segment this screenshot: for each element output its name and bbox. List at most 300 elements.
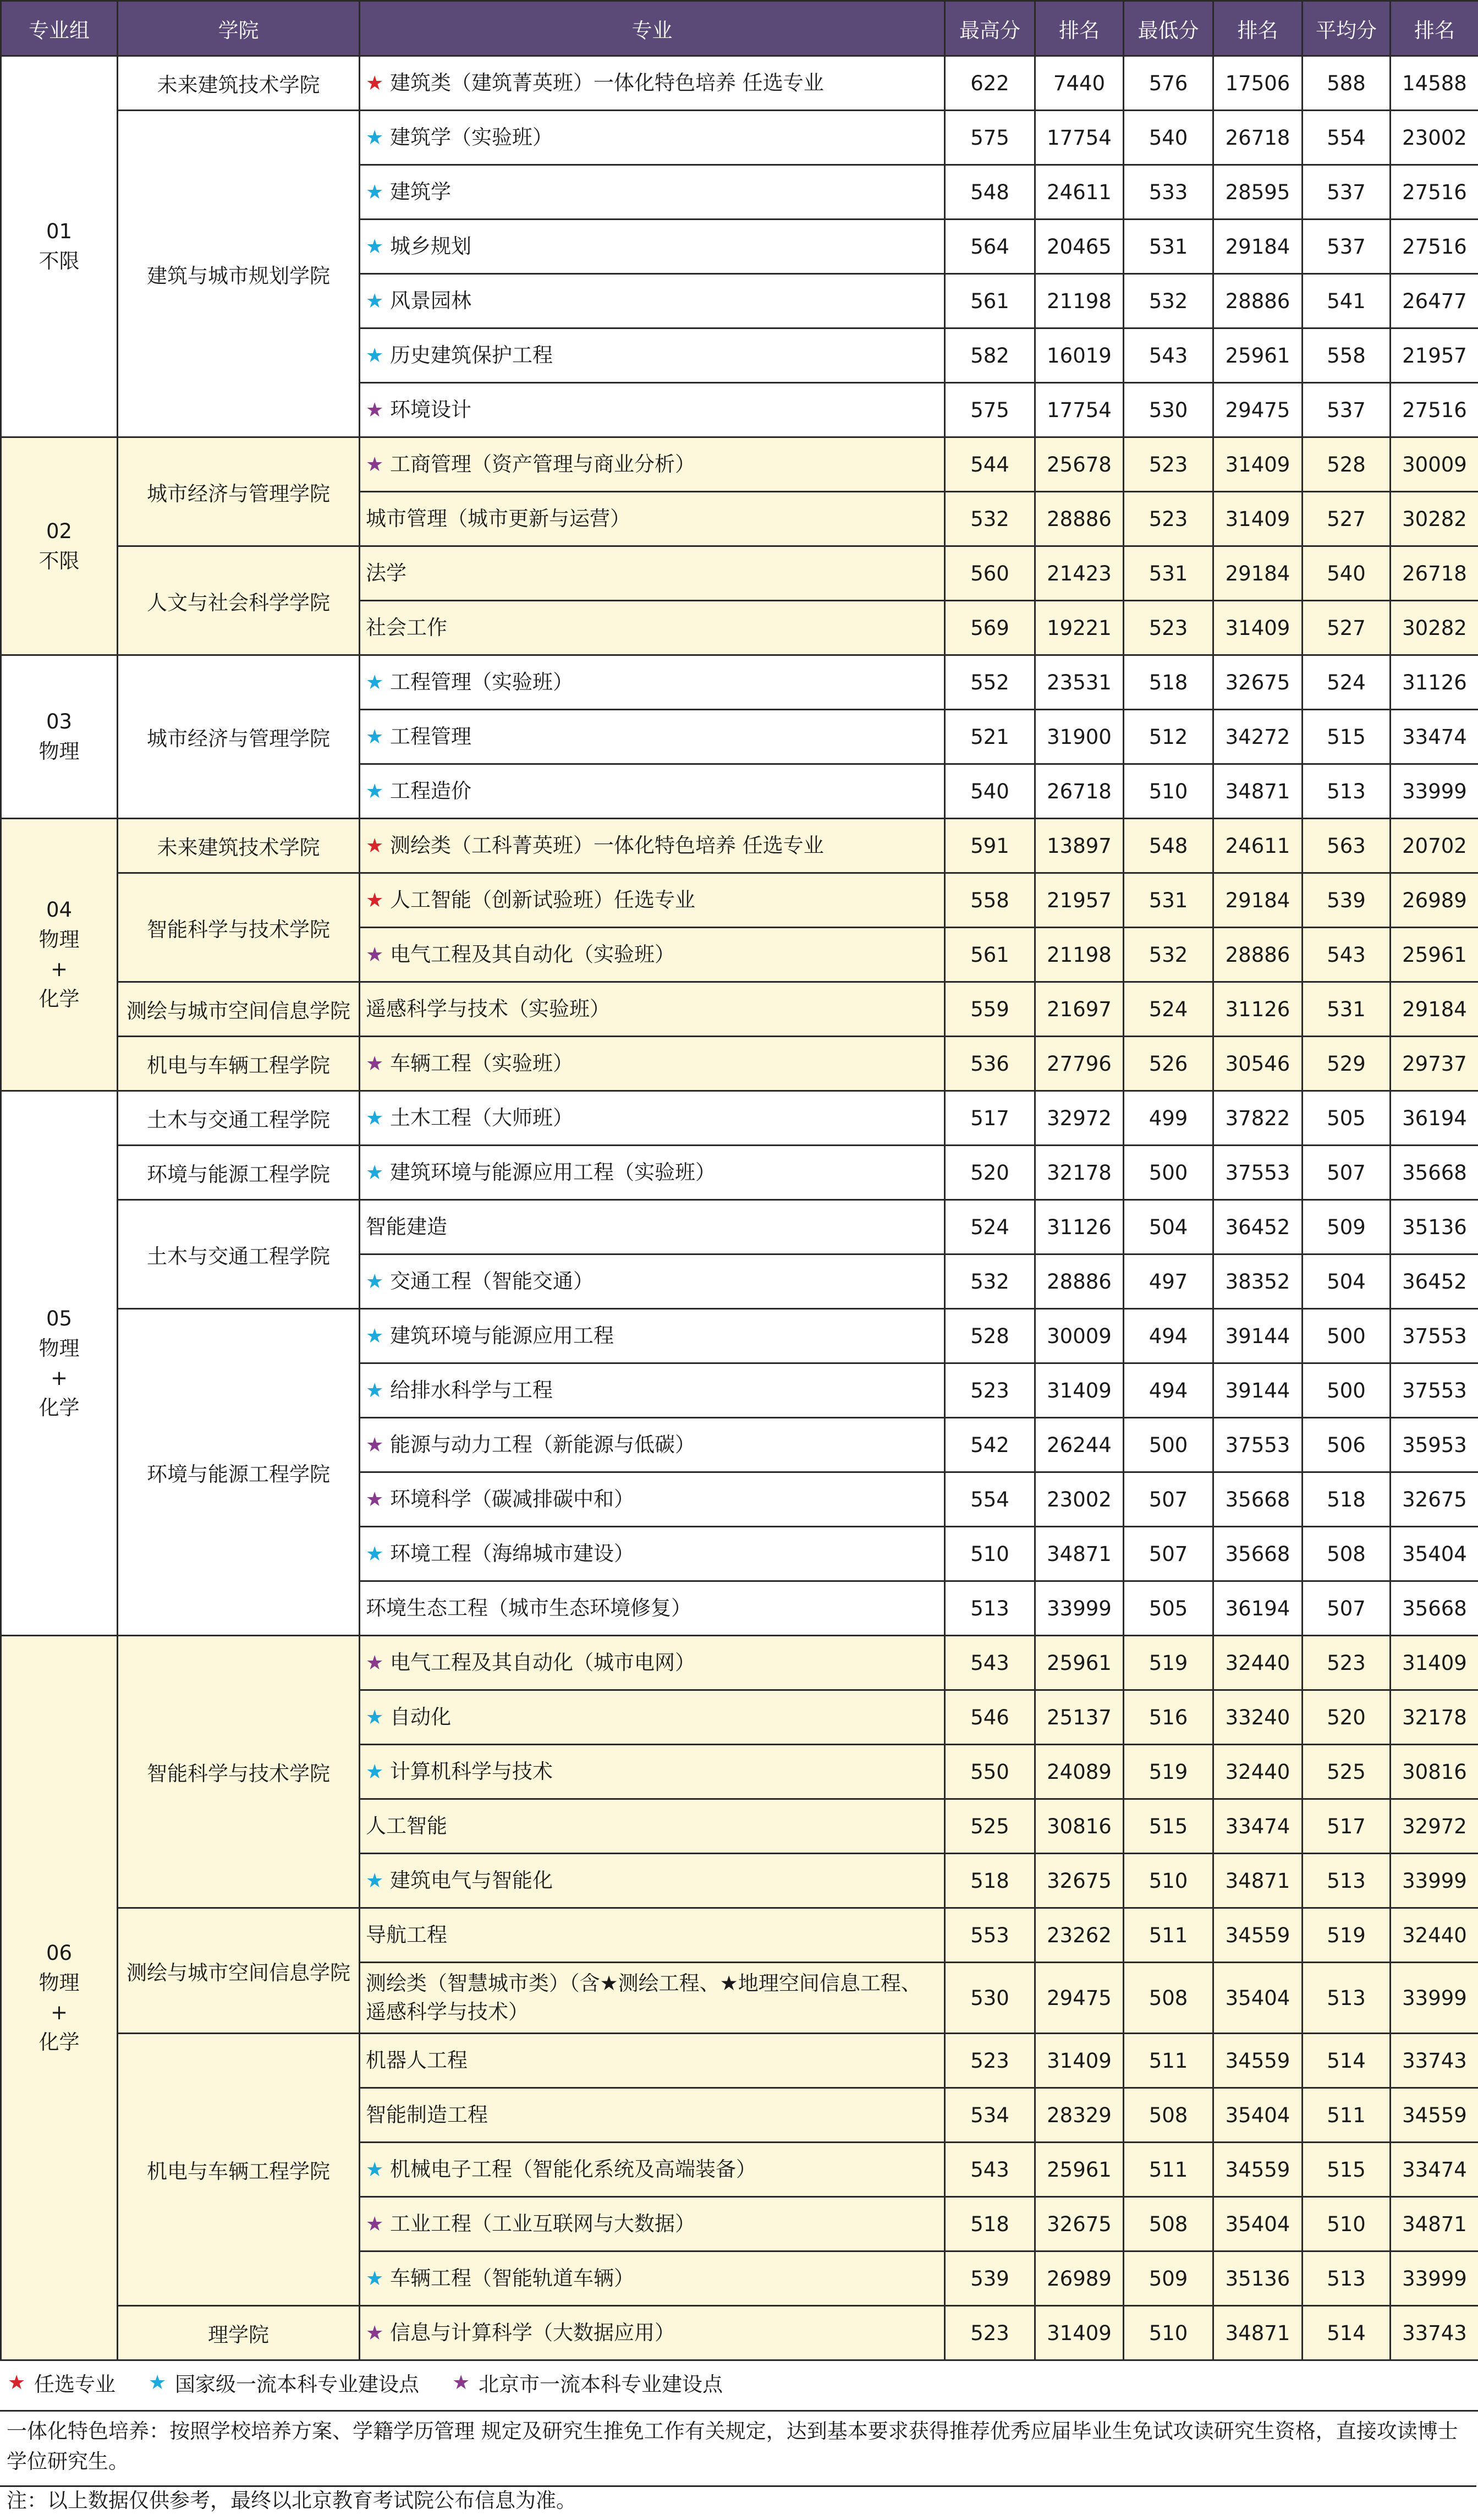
min-rank-cell: 34871 bbox=[1213, 2306, 1303, 2360]
avg-score-cell: 554 bbox=[1303, 111, 1391, 165]
major-name: 机械电子工程（智能化系统及高端装备） bbox=[390, 2157, 756, 2181]
avg-score-cell: 528 bbox=[1303, 437, 1391, 492]
note-integrated-training: 一体化特色培养：按照学校培养方案、学籍学历管理 规定及研究生推免工作有关规定，达到基本要求获得推荐优秀应届毕业生免试攻读研究生资格，直接攻读博士学位研究生。 bbox=[0, 2412, 1476, 2487]
avg-rank-cell: 30009 bbox=[1391, 437, 1478, 492]
blue-star-icon: ★ bbox=[366, 2158, 384, 2181]
min-rank-cell: 17506 bbox=[1213, 56, 1303, 111]
max-score-cell: 536 bbox=[945, 1037, 1035, 1091]
avg-rank-cell: 31126 bbox=[1391, 655, 1478, 710]
min-score-cell: 523 bbox=[1124, 601, 1213, 655]
major-cell bbox=[360, 982, 945, 1037]
avg-rank-cell: 26989 bbox=[1391, 873, 1478, 928]
max-score-cell: 575 bbox=[945, 383, 1035, 437]
min-score-cell: 504 bbox=[1124, 1200, 1213, 1254]
avg-rank-cell: 33474 bbox=[1391, 2143, 1478, 2197]
avg-rank-cell: 29737 bbox=[1391, 1037, 1478, 1091]
major-cell bbox=[360, 1963, 945, 2034]
major-name: 遥感科学与技术（实验班） bbox=[366, 997, 610, 1021]
avg-score-cell: 519 bbox=[1303, 1908, 1391, 1963]
avg-rank-cell: 35668 bbox=[1391, 1146, 1478, 1200]
min-score-cell: 532 bbox=[1124, 274, 1213, 328]
major-cell bbox=[360, 1363, 945, 1418]
major-cell bbox=[360, 2034, 945, 2088]
min-rank-cell: 28886 bbox=[1213, 928, 1303, 982]
blue-star-icon: ★ bbox=[366, 1324, 384, 1347]
max-score-cell: 534 bbox=[945, 2088, 1035, 2143]
college-cell: 理学院 bbox=[118, 2306, 360, 2360]
max-score-cell: 530 bbox=[945, 1963, 1035, 2034]
min-score-cell: 508 bbox=[1124, 1963, 1213, 2034]
legend-label: 国家级一流本科专业建设点 bbox=[175, 2373, 419, 2396]
blue-star-icon: ★ bbox=[366, 126, 384, 149]
avg-rank-cell: 34871 bbox=[1391, 2197, 1478, 2251]
avg-score-cell: 524 bbox=[1303, 655, 1391, 710]
avg-score-cell: 537 bbox=[1303, 165, 1391, 220]
group-section bbox=[1, 56, 1478, 437]
max-rank-cell: 16019 bbox=[1035, 328, 1124, 383]
purple-star-icon: ★ bbox=[366, 2321, 384, 2344]
min-rank-cell: 28595 bbox=[1213, 165, 1303, 220]
header-row bbox=[1, 1, 1478, 56]
major-name: 环境设计 bbox=[390, 397, 471, 421]
major-cell bbox=[360, 1146, 945, 1200]
min-rank-cell: 31409 bbox=[1213, 601, 1303, 655]
group-section bbox=[1, 437, 1478, 655]
major-cell bbox=[360, 1854, 945, 1908]
min-rank-cell: 30546 bbox=[1213, 1037, 1303, 1091]
max-score-cell: 518 bbox=[945, 1854, 1035, 1908]
major-cell bbox=[360, 111, 945, 165]
table-row bbox=[1, 1908, 1478, 1963]
min-score-cell: 508 bbox=[1124, 2197, 1213, 2251]
max-rank-cell: 31409 bbox=[1035, 2034, 1124, 2088]
table-row bbox=[1, 546, 1478, 601]
group-cell: 02 不限 bbox=[1, 437, 118, 655]
college-cell: 测绘与城市空间信息学院 bbox=[118, 982, 360, 1037]
major-name: 环境生态工程（城市生态环境修复） bbox=[366, 1596, 691, 1620]
min-score-cell: 524 bbox=[1124, 982, 1213, 1037]
max-score-cell: 518 bbox=[945, 2197, 1035, 2251]
max-score-cell: 622 bbox=[945, 56, 1035, 111]
blue-star-icon: ★ bbox=[366, 344, 384, 367]
avg-rank-cell: 23002 bbox=[1391, 111, 1478, 165]
min-score-cell: 531 bbox=[1124, 546, 1213, 601]
avg-rank-cell: 30816 bbox=[1391, 1745, 1478, 1799]
avg-score-cell: 510 bbox=[1303, 2197, 1391, 2251]
table-row bbox=[1, 1200, 1478, 1254]
blue-star-icon: ★ bbox=[366, 1270, 384, 1293]
avg-score-cell: 529 bbox=[1303, 1037, 1391, 1091]
max-rank-cell: 20465 bbox=[1035, 220, 1124, 274]
major-cell bbox=[360, 274, 945, 328]
min-rank-cell: 34559 bbox=[1213, 2143, 1303, 2197]
max-score-cell: 542 bbox=[945, 1418, 1035, 1472]
header-college: 学院 bbox=[118, 1, 360, 56]
min-rank-cell: 32675 bbox=[1213, 655, 1303, 710]
major-name: 城市管理（城市更新与运营） bbox=[366, 507, 630, 530]
purple-star-icon: ★ bbox=[366, 453, 384, 476]
purple-star-icon: ★ bbox=[366, 1433, 384, 1456]
table-row bbox=[1, 873, 1478, 928]
avg-score-cell: 506 bbox=[1303, 1418, 1391, 1472]
major-name: 环境工程（海绵城市建设） bbox=[390, 1541, 634, 1565]
avg-rank-cell: 32440 bbox=[1391, 1908, 1478, 1963]
avg-rank-cell: 26477 bbox=[1391, 274, 1478, 328]
avg-score-cell: 527 bbox=[1303, 601, 1391, 655]
blue-star-icon: ★ bbox=[366, 1760, 384, 1783]
min-rank-cell: 35136 bbox=[1213, 2251, 1303, 2306]
min-score-cell: 510 bbox=[1124, 1854, 1213, 1908]
avg-score-cell: 508 bbox=[1303, 1527, 1391, 1581]
table-row bbox=[1, 819, 1478, 873]
min-score-cell: 494 bbox=[1124, 1309, 1213, 1363]
avg-score-cell: 525 bbox=[1303, 1745, 1391, 1799]
max-rank-cell: 31900 bbox=[1035, 710, 1124, 764]
table-row bbox=[1, 1309, 1478, 1363]
major-cell bbox=[360, 1908, 945, 1963]
college-cell: 测绘与城市空间信息学院 bbox=[118, 1908, 360, 2034]
college-cell: 未来建筑技术学院 bbox=[118, 819, 360, 873]
major-cell bbox=[360, 328, 945, 383]
major-name: 车辆工程（智能轨道车辆） bbox=[390, 2266, 634, 2290]
avg-rank-cell: 26718 bbox=[1391, 546, 1478, 601]
avg-score-cell: 507 bbox=[1303, 1146, 1391, 1200]
purple-star-icon: ★ bbox=[366, 943, 384, 966]
max-rank-cell: 25961 bbox=[1035, 2143, 1124, 2197]
avg-rank-cell: 27516 bbox=[1391, 165, 1478, 220]
avg-rank-cell: 34559 bbox=[1391, 2088, 1478, 2143]
max-score-cell: 523 bbox=[945, 2306, 1035, 2360]
max-score-cell: 559 bbox=[945, 982, 1035, 1037]
red-star-icon: ★ bbox=[366, 834, 384, 857]
table-row bbox=[1, 1146, 1478, 1200]
avg-score-cell: 513 bbox=[1303, 1854, 1391, 1908]
avg-rank-cell: 32675 bbox=[1391, 1472, 1478, 1527]
min-score-cell: 500 bbox=[1124, 1418, 1213, 1472]
avg-score-cell: 558 bbox=[1303, 328, 1391, 383]
max-score-cell: 539 bbox=[945, 2251, 1035, 2306]
table-row bbox=[1, 437, 1478, 492]
table-row bbox=[1, 1037, 1478, 1091]
header-max-rank: 排名 bbox=[1035, 1, 1124, 56]
major-name: 工程管理 bbox=[390, 724, 471, 748]
avg-rank-cell: 14588 bbox=[1391, 56, 1478, 111]
college-cell: 土木与交通工程学院 bbox=[118, 1091, 360, 1146]
major-name: 导航工程 bbox=[366, 1923, 447, 1947]
major-name: 社会工作 bbox=[366, 616, 447, 639]
red-star-icon: ★ bbox=[8, 2371, 26, 2394]
avg-score-cell: 540 bbox=[1303, 546, 1391, 601]
college-cell: 机电与车辆工程学院 bbox=[118, 2034, 360, 2306]
min-score-cell: 519 bbox=[1124, 1745, 1213, 1799]
avg-score-cell: 515 bbox=[1303, 710, 1391, 764]
max-rank-cell: 21198 bbox=[1035, 928, 1124, 982]
major-cell bbox=[360, 1636, 945, 1690]
max-rank-cell: 21697 bbox=[1035, 982, 1124, 1037]
avg-rank-cell: 33999 bbox=[1391, 1963, 1478, 2034]
blue-star-icon: ★ bbox=[366, 1379, 384, 1402]
avg-rank-cell: 35953 bbox=[1391, 1418, 1478, 1472]
max-rank-cell: 23262 bbox=[1035, 1908, 1124, 1963]
blue-star-icon: ★ bbox=[366, 1106, 384, 1130]
avg-score-cell: 539 bbox=[1303, 873, 1391, 928]
min-rank-cell: 34871 bbox=[1213, 764, 1303, 819]
avg-rank-cell: 36452 bbox=[1391, 1254, 1478, 1309]
college-cell: 智能科学与技术学院 bbox=[118, 873, 360, 982]
avg-score-cell: 537 bbox=[1303, 220, 1391, 274]
purple-star-icon: ★ bbox=[366, 1488, 384, 1511]
min-rank-cell: 29475 bbox=[1213, 383, 1303, 437]
blue-star-icon: ★ bbox=[366, 289, 384, 313]
group-section bbox=[1, 1636, 1478, 2360]
purple-star-icon: ★ bbox=[366, 2212, 384, 2236]
header-max-score: 最高分 bbox=[945, 1, 1035, 56]
avg-rank-cell: 32972 bbox=[1391, 1799, 1478, 1854]
max-rank-cell: 21198 bbox=[1035, 274, 1124, 328]
max-rank-cell: 32675 bbox=[1035, 1854, 1124, 1908]
max-score-cell: 561 bbox=[945, 274, 1035, 328]
avg-score-cell: 514 bbox=[1303, 2034, 1391, 2088]
major-cell bbox=[360, 2306, 945, 2360]
max-rank-cell: 31409 bbox=[1035, 2306, 1124, 2360]
major-cell bbox=[360, 2197, 945, 2251]
header-avg-score: 平均分 bbox=[1303, 1, 1391, 56]
purple-star-icon: ★ bbox=[366, 398, 384, 421]
major-cell bbox=[360, 2088, 945, 2143]
max-score-cell: 543 bbox=[945, 2143, 1035, 2197]
table-row bbox=[1, 1636, 1478, 1690]
college-cell: 智能科学与技术学院 bbox=[118, 1636, 360, 1908]
max-score-cell: 552 bbox=[945, 655, 1035, 710]
college-cell: 环境与能源工程学院 bbox=[118, 1146, 360, 1200]
max-score-cell: 524 bbox=[945, 1200, 1035, 1254]
min-score-cell: 530 bbox=[1124, 383, 1213, 437]
major-cell bbox=[360, 1091, 945, 1146]
max-rank-cell: 30009 bbox=[1035, 1309, 1124, 1363]
min-rank-cell: 32440 bbox=[1213, 1636, 1303, 1690]
max-rank-cell: 25678 bbox=[1035, 437, 1124, 492]
min-rank-cell: 38352 bbox=[1213, 1254, 1303, 1309]
legend-label: 北京市一流本科专业建设点 bbox=[479, 2373, 723, 2396]
max-score-cell: 548 bbox=[945, 165, 1035, 220]
max-score-cell: 525 bbox=[945, 1799, 1035, 1854]
avg-rank-cell: 32178 bbox=[1391, 1690, 1478, 1745]
min-rank-cell: 35404 bbox=[1213, 1963, 1303, 2034]
max-score-cell: 532 bbox=[945, 492, 1035, 546]
min-rank-cell: 29184 bbox=[1213, 873, 1303, 928]
avg-score-cell: 507 bbox=[1303, 1581, 1391, 1636]
max-score-cell: 520 bbox=[945, 1146, 1035, 1200]
min-rank-cell: 34871 bbox=[1213, 1854, 1303, 1908]
major-name: 工程管理（实验班） bbox=[390, 670, 573, 694]
max-rank-cell: 27796 bbox=[1035, 1037, 1124, 1091]
max-rank-cell: 32178 bbox=[1035, 1146, 1124, 1200]
min-score-cell: 511 bbox=[1124, 2143, 1213, 2197]
min-rank-cell: 36452 bbox=[1213, 1200, 1303, 1254]
avg-score-cell: 531 bbox=[1303, 982, 1391, 1037]
min-rank-cell: 36194 bbox=[1213, 1581, 1303, 1636]
note-disclaimer: 注：以上数据仅供参考，最终以北京教育考试院公布信息为准。 bbox=[7, 2489, 576, 2512]
avg-rank-cell: 29184 bbox=[1391, 982, 1478, 1037]
max-rank-cell: 26989 bbox=[1035, 2251, 1124, 2306]
major-name: 智能制造工程 bbox=[366, 2103, 488, 2127]
table-row bbox=[1, 2034, 1478, 2088]
major-cell bbox=[360, 1745, 945, 1799]
max-rank-cell: 24089 bbox=[1035, 1745, 1124, 1799]
major-name: 建筑环境与能源应用工程（实验班） bbox=[390, 1160, 716, 1184]
purple-star-icon: ★ bbox=[452, 2371, 470, 2394]
avg-rank-cell: 33999 bbox=[1391, 2251, 1478, 2306]
min-score-cell: 532 bbox=[1124, 928, 1213, 982]
avg-score-cell: 500 bbox=[1303, 1363, 1391, 1418]
blue-star-icon: ★ bbox=[149, 2371, 167, 2394]
max-rank-cell: 33999 bbox=[1035, 1581, 1124, 1636]
header-major: 专业 bbox=[360, 1, 945, 56]
min-rank-cell: 37822 bbox=[1213, 1091, 1303, 1146]
max-rank-cell: 19221 bbox=[1035, 601, 1124, 655]
avg-score-cell: 511 bbox=[1303, 2088, 1391, 2143]
max-rank-cell: 23531 bbox=[1035, 655, 1124, 710]
min-score-cell: 507 bbox=[1124, 1527, 1213, 1581]
major-cell bbox=[360, 56, 945, 111]
min-rank-cell: 37553 bbox=[1213, 1418, 1303, 1472]
major-name: 车辆工程（实验班） bbox=[390, 1051, 573, 1075]
table-row bbox=[1, 2306, 1478, 2360]
avg-rank-cell: 33999 bbox=[1391, 1854, 1478, 1908]
max-rank-cell: 26718 bbox=[1035, 764, 1124, 819]
major-cell bbox=[360, 437, 945, 492]
max-score-cell: 546 bbox=[945, 1690, 1035, 1745]
avg-score-cell: 500 bbox=[1303, 1309, 1391, 1363]
header-group: 专业组 bbox=[1, 1, 118, 56]
avg-score-cell: 517 bbox=[1303, 1799, 1391, 1854]
max-rank-cell: 25137 bbox=[1035, 1690, 1124, 1745]
purple-star-icon: ★ bbox=[366, 1651, 384, 1674]
major-cell bbox=[360, 383, 945, 437]
major-cell bbox=[360, 220, 945, 274]
avg-rank-cell: 20702 bbox=[1391, 819, 1478, 873]
major-name: 计算机科学与技术 bbox=[390, 1759, 553, 1783]
major-name: 历史建筑保护工程 bbox=[390, 343, 553, 367]
max-score-cell: 591 bbox=[945, 819, 1035, 873]
max-score-cell: 575 bbox=[945, 111, 1035, 165]
group-cell: 05 物理 + 化学 bbox=[1, 1091, 118, 1636]
max-score-cell: 554 bbox=[945, 1472, 1035, 1527]
max-score-cell: 558 bbox=[945, 873, 1035, 928]
major-name: 风景园林 bbox=[390, 288, 471, 313]
min-score-cell: 526 bbox=[1124, 1037, 1213, 1091]
max-rank-cell: 30816 bbox=[1035, 1799, 1124, 1854]
college-cell: 环境与能源工程学院 bbox=[118, 1309, 360, 1636]
min-score-cell: 494 bbox=[1124, 1363, 1213, 1418]
min-score-cell: 519 bbox=[1124, 1636, 1213, 1690]
min-score-cell: 523 bbox=[1124, 492, 1213, 546]
min-score-cell: 512 bbox=[1124, 710, 1213, 764]
major-cell bbox=[360, 165, 945, 220]
avg-score-cell: 523 bbox=[1303, 1636, 1391, 1690]
college-cell: 建筑与城市规划学院 bbox=[118, 111, 360, 437]
major-name: 城乡规划 bbox=[390, 234, 471, 258]
max-score-cell: 550 bbox=[945, 1745, 1035, 1799]
avg-rank-cell: 30282 bbox=[1391, 492, 1478, 546]
major-cell bbox=[360, 1799, 945, 1854]
avg-score-cell: 513 bbox=[1303, 2251, 1391, 2306]
min-rank-cell: 24611 bbox=[1213, 819, 1303, 873]
max-rank-cell: 21423 bbox=[1035, 546, 1124, 601]
major-name: 建筑类（建筑菁英班）一体化特色培养 任选专业 bbox=[390, 70, 824, 95]
college-cell: 城市经济与管理学院 bbox=[118, 437, 360, 546]
min-rank-cell: 35668 bbox=[1213, 1472, 1303, 1527]
max-rank-cell: 25961 bbox=[1035, 1636, 1124, 1690]
min-rank-cell: 35404 bbox=[1213, 2088, 1303, 2143]
major-cell bbox=[360, 873, 945, 928]
major-cell bbox=[360, 928, 945, 982]
major-name: 信息与计算科学（大数据应用） bbox=[390, 2320, 675, 2344]
major-cell bbox=[360, 1254, 945, 1309]
max-score-cell: 532 bbox=[945, 1254, 1035, 1309]
min-rank-cell: 39144 bbox=[1213, 1309, 1303, 1363]
min-rank-cell: 32440 bbox=[1213, 1745, 1303, 1799]
major-cell bbox=[360, 492, 945, 546]
header-avg-rank: 排名 bbox=[1391, 1, 1478, 56]
min-rank-cell: 29184 bbox=[1213, 220, 1303, 274]
major-name: 环境科学（碳减排碳中和） bbox=[390, 1487, 634, 1511]
major-cell bbox=[360, 1418, 945, 1472]
max-score-cell: 540 bbox=[945, 764, 1035, 819]
blue-star-icon: ★ bbox=[366, 1542, 384, 1565]
min-rank-cell: 26718 bbox=[1213, 111, 1303, 165]
blue-star-icon: ★ bbox=[366, 1161, 384, 1184]
major-cell bbox=[360, 546, 945, 601]
min-score-cell: 533 bbox=[1124, 165, 1213, 220]
major-cell bbox=[360, 764, 945, 819]
max-rank-cell: 17754 bbox=[1035, 111, 1124, 165]
red-star-icon: ★ bbox=[366, 72, 384, 95]
legend-label: 任选专业 bbox=[34, 2373, 116, 2396]
major-name: 机器人工程 bbox=[366, 2048, 468, 2072]
avg-score-cell: 504 bbox=[1303, 1254, 1391, 1309]
red-star-icon: ★ bbox=[366, 889, 384, 912]
max-score-cell: 521 bbox=[945, 710, 1035, 764]
min-score-cell: 500 bbox=[1124, 1146, 1213, 1200]
blue-star-icon: ★ bbox=[366, 1706, 384, 1729]
major-cell bbox=[360, 1527, 945, 1581]
major-cell bbox=[360, 1200, 945, 1254]
major-cell bbox=[360, 1309, 945, 1363]
major-cell bbox=[360, 1472, 945, 1527]
min-score-cell: 510 bbox=[1124, 2306, 1213, 2360]
avg-rank-cell: 27516 bbox=[1391, 220, 1478, 274]
college-cell: 城市经济与管理学院 bbox=[118, 655, 360, 819]
min-rank-cell: 28886 bbox=[1213, 274, 1303, 328]
max-score-cell: 523 bbox=[945, 1363, 1035, 1418]
table-row bbox=[1, 982, 1478, 1037]
table-row bbox=[1, 655, 1478, 710]
min-score-cell: 548 bbox=[1124, 819, 1213, 873]
avg-score-cell: 520 bbox=[1303, 1690, 1391, 1745]
max-score-cell: 569 bbox=[945, 601, 1035, 655]
min-rank-cell: 31409 bbox=[1213, 492, 1303, 546]
max-rank-cell: 28329 bbox=[1035, 2088, 1124, 2143]
max-rank-cell: 21957 bbox=[1035, 873, 1124, 928]
max-score-cell: 517 bbox=[945, 1091, 1035, 1146]
max-rank-cell: 17754 bbox=[1035, 383, 1124, 437]
max-score-cell: 543 bbox=[945, 1636, 1035, 1690]
min-score-cell: 518 bbox=[1124, 655, 1213, 710]
blue-star-icon: ★ bbox=[366, 671, 384, 694]
max-rank-cell: 32972 bbox=[1035, 1091, 1124, 1146]
avg-rank-cell: 35404 bbox=[1391, 1527, 1478, 1581]
